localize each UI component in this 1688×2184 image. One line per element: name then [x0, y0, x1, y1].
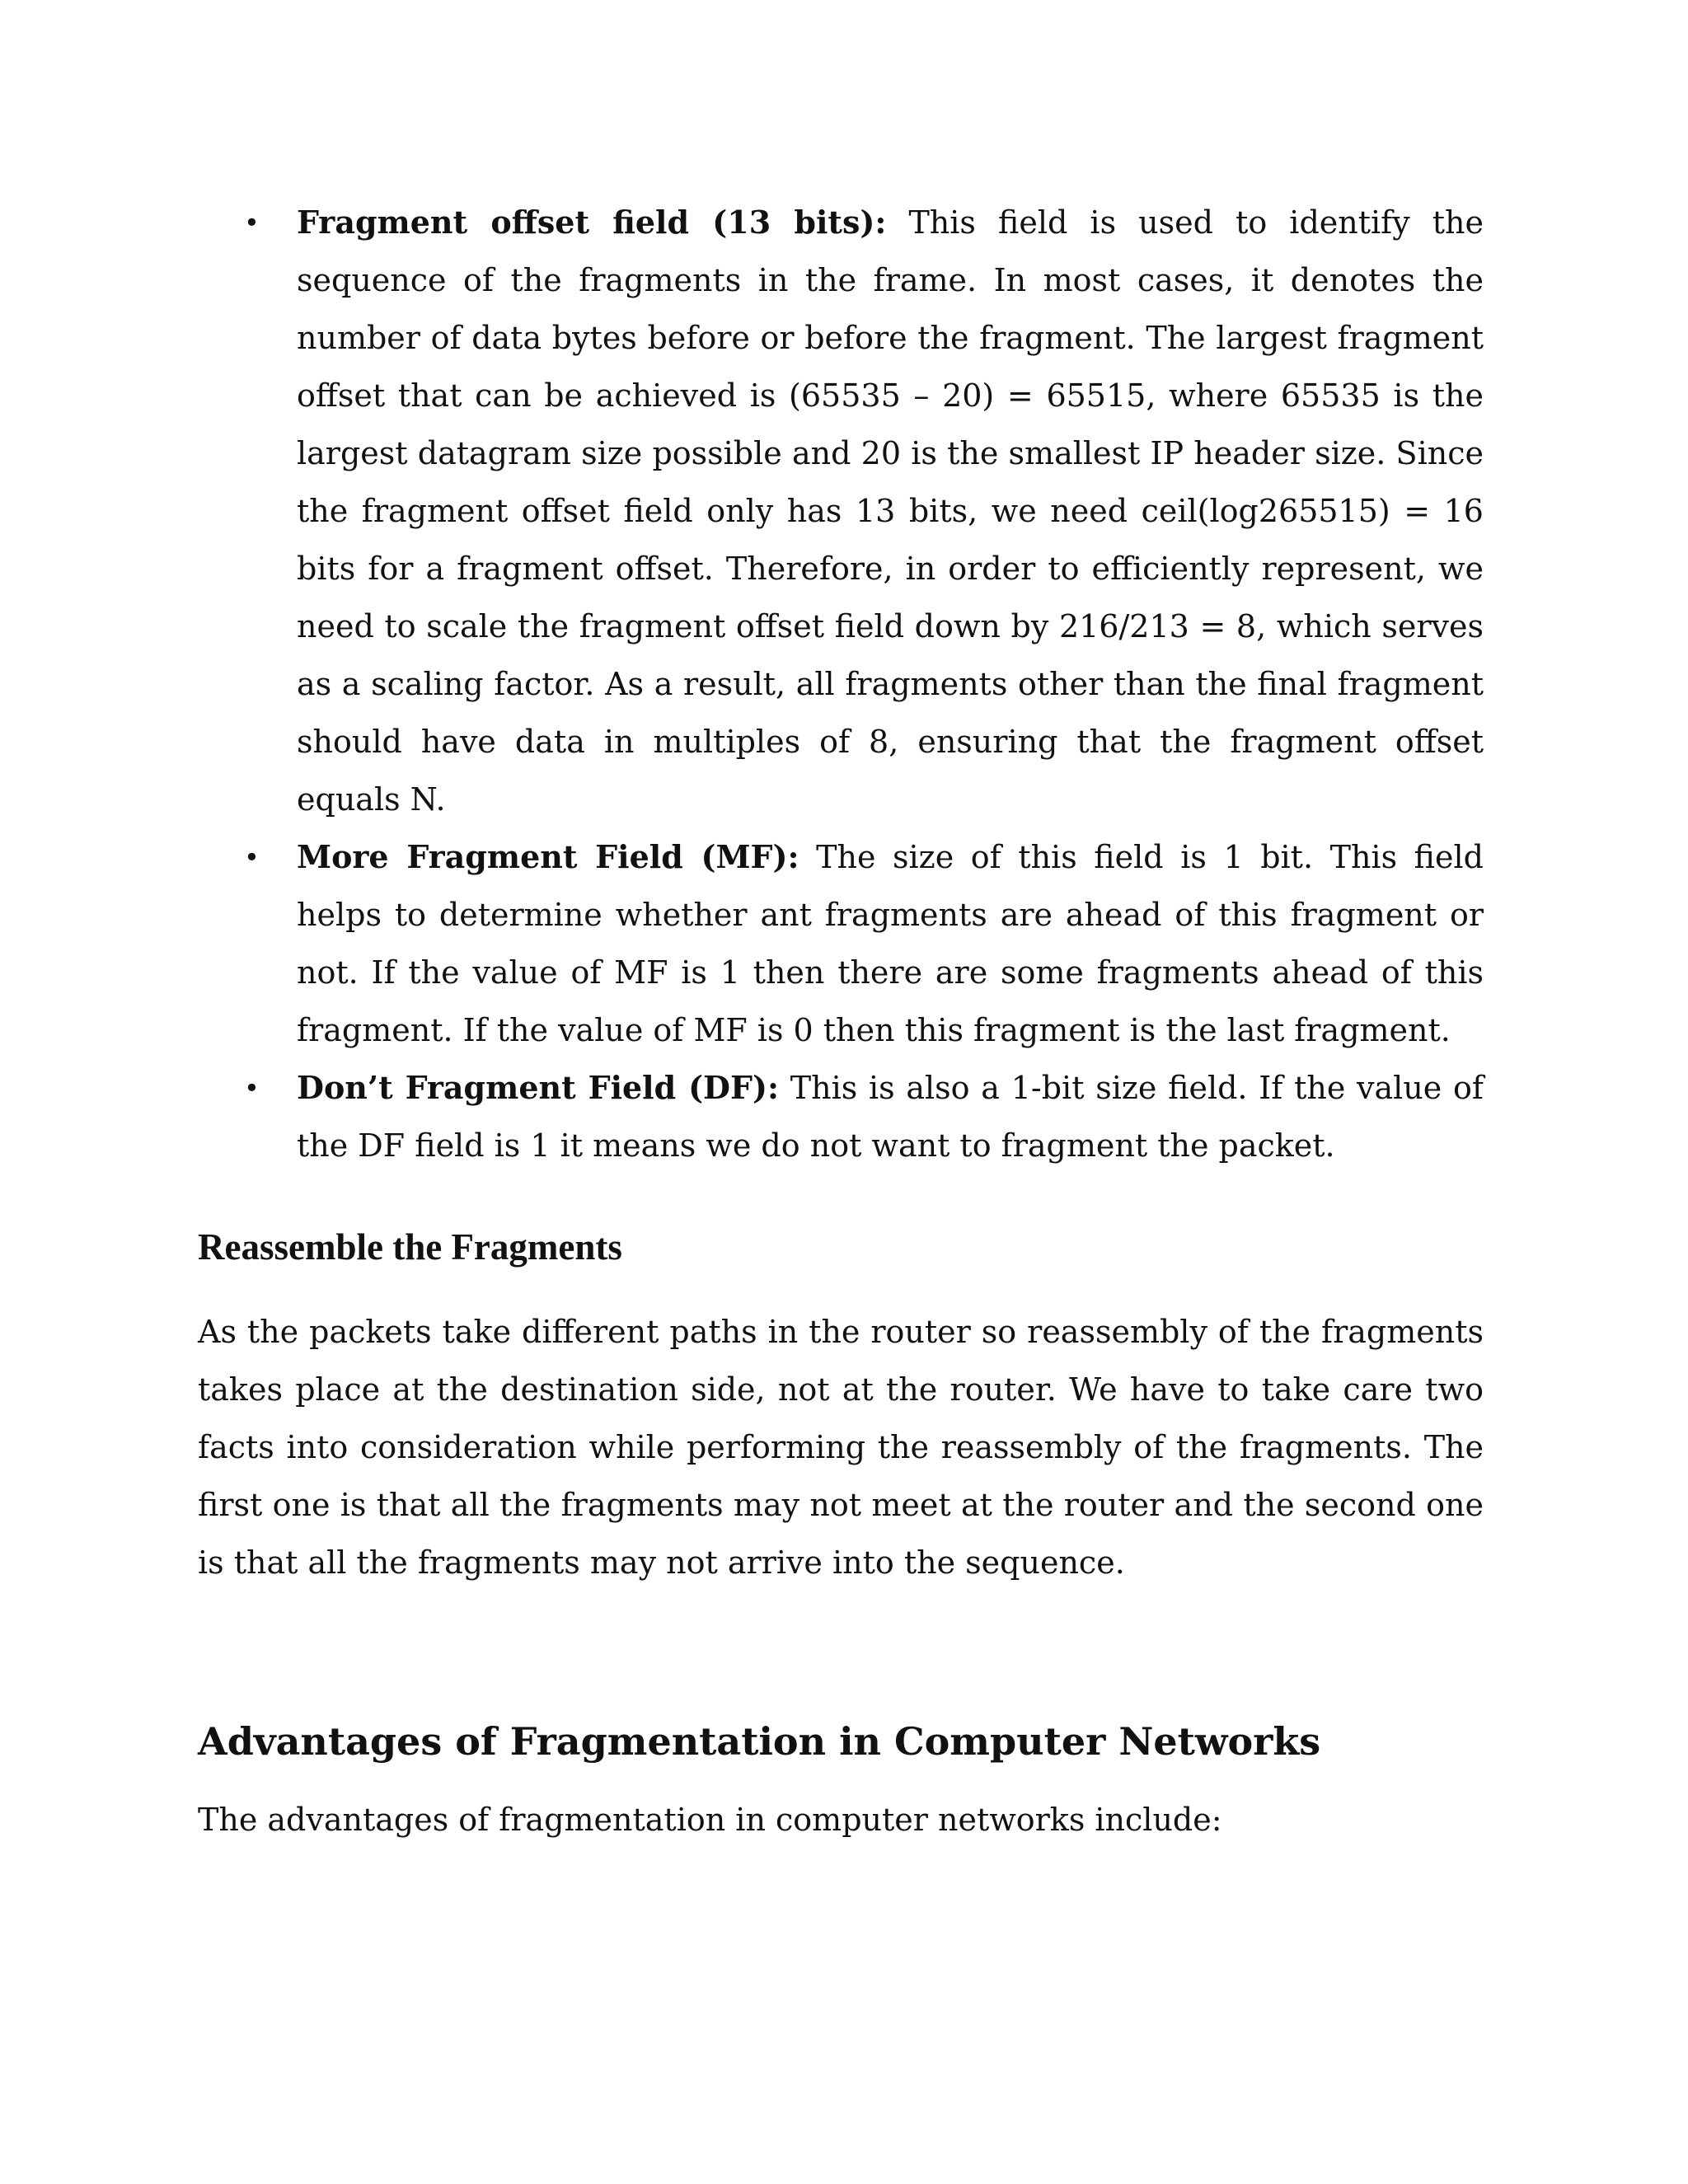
bullet-body: This is also a 1-bit size field. If the value of the DF field is 1 it means we do not want to fragment the packet. — [297, 1070, 1484, 1164]
reassemble-heading: Reassemble the Fragments — [198, 1226, 622, 1268]
list-item-dont-fragment — [198, 1059, 1484, 1174]
bullet-icon: • — [244, 1072, 260, 1104]
bullet-icon: • — [244, 207, 260, 238]
reassemble-paragraph: As the packets take different paths in the router so reassembly of the fragments takes place at the destination side, not at the router. We have to take care two facts into consideration while performing the reassembly of the fragments. The first one is that all the fragments may not meet at the router and the second one is that all the fragments may not arrive into the sequence. — [198, 1314, 1484, 1581]
bullet-title: More Fragment Field (MF): — [297, 838, 799, 875]
bullet-title: Fragment offset field (13 bits): — [297, 204, 887, 241]
list-item-more-fragment — [198, 828, 1484, 1059]
bullet-icon: • — [244, 841, 260, 873]
advantages-intro: The advantages of fragmentation in computer networks include: — [198, 1802, 1222, 1838]
document-page — [198, 194, 1484, 1849]
advantages-heading: Advantages of Fragmentation in Computer Networks — [198, 1719, 1321, 1764]
bullet-title: Don’t Fragment Field (DF): — [297, 1069, 779, 1106]
field-list — [198, 194, 1484, 1174]
bullet-body: The size of this field is 1 bit. This field helps to determine whether ant fragments are ahead of this fragment or not. If the value of MF is 1 then there are some fragments ahead of this fragment. If the value of MF is 0 then this fragment is the last fragment. — [297, 839, 1484, 1048]
list-item-fragment-offset — [198, 194, 1484, 828]
bullet-body: This field is used to identify the sequence of the fragments in the frame. In most cases, it denotes the number of data bytes before or before the fragment. The largest fragment offset that can be achieved is (65535 – 20) = 65515, where 65535 is the largest datagram size possible and 20 is the smallest IP header size. Since the fragment offset field only has 13 bits, we need ceil(log265515) = 16 bits for a fragment offset. Therefore, in order to efficiently represent, we need to scale the fragment offset field down by 216/213 = 8, which serves as a scaling factor. As a result, all fragments other than the final fragment should have data in multiples of 8, ensuring that the fragment offset equals N. — [297, 204, 1484, 818]
